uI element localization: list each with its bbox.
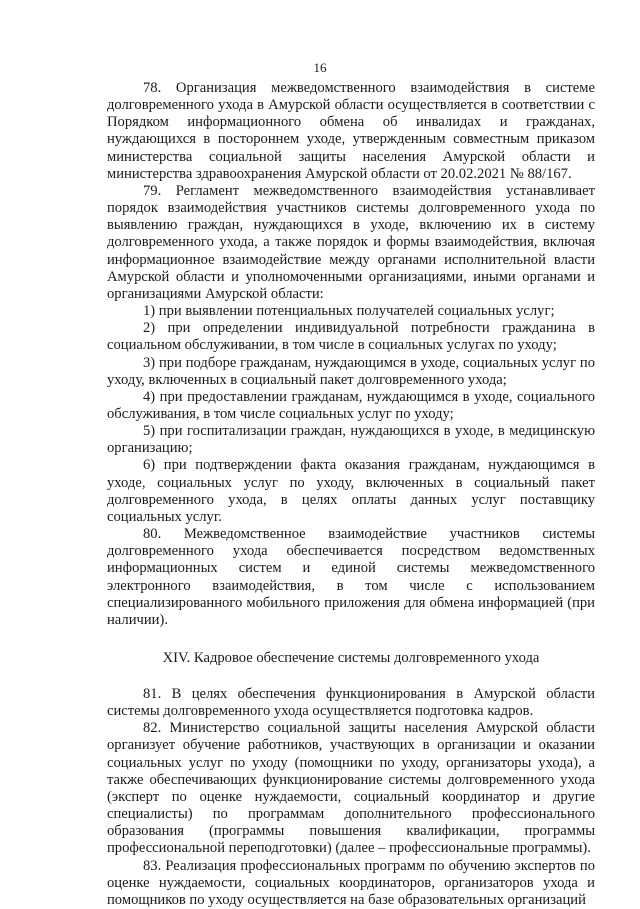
list-item-1: 1) при выявлении потенциальных получателей социальных услуг;	[143, 303, 555, 320]
list-item-2: 2) при определении индивидуальной потребности гражданина в социальном обслуживании, в том числе в социальных услугах по уходу;	[107, 320, 595, 354]
paragraph-81: 81. В целях обеспечения функционирования в Амурской области системы долговременного ухода осуществляется подготовка кадров.	[107, 686, 595, 720]
list-item-3: 3) при подборе гражданам, нуждающимся в уходе, социальных услуг по уходу, включенных в социальный пакет долговременного ухода;	[107, 354, 595, 388]
list-item-4: 4) при предоставлении гражданам, нуждающимся в уходе, социального обслуживания, в том числе социальных услуг по уходу;	[107, 388, 595, 422]
list-item-5: 5) при госпитализации граждан, нуждающихся в уходе, в медицинскую организацию;	[107, 423, 595, 457]
paragraph-79: 79. Регламент межведомственного взаимодействия устанавливает порядок взаимодействия участников системы долговременного ухода по выявлению граждан, нуждающихся в уходе, включению их в систему долговременного ухода, а также порядок и формы взаимодействия, включая информационное взаимодействие между органами исполнительной власти Амурской области и уполномоченными организациями, иными органами и организациями Амурской области:	[107, 182, 595, 302]
paragraph-78: 78. Организация межведомственного взаимодействия в системе долговременного ухода в Амурской области осуществляется в соответствии с Порядком информационного обмена об инвалидах и гражданах, нуждающихся в постороннем уходе, утвержденным совместным приказом министерства социальной защиты населения Амурской области и министерства здравоохранения Амурской области от 20.02.2021 № 88/167.	[107, 80, 595, 182]
page-number: 16	[313, 60, 327, 75]
list-item-6: 6) при подтверждении факта оказания гражданам, нуждающимся в уходе, социальных услуг по уходу, включенных в социальный пакет долговременного ухода, в целях оплаты данных услуг поставщику социальных услуг.	[107, 457, 595, 525]
section-heading: XIV. Кадровое обеспечение системы долговременного ухода	[162, 650, 540, 666]
paragraph-82: 82. Министерство социальной защиты населения Амурской области организует обучение работников, участвующих в организации и оказании социальных услуг по уходу (помощники по уходу, организаторы ухода), а также обеспечивающих функционирование системы долговременного ухода (эксперт по оценке нуждаемости, социальный координатор и другие специалисты) по программам дополнительного профессионального образования (программы повышения квалификации, программы профессиональной переподготовки) (далее – профессиональные программы).	[107, 720, 595, 857]
paragraph-80: 80. Межведомственное взаимодействие участников системы долговременного ухода обеспечивается посредством ведомственных информационных систем и единой системы межведомственного электронного взаимодействия, в том числе с использованием специализированного мобильного приложения для обмена информацией (при наличии).	[107, 526, 595, 628]
document-body	[107, 80, 595, 909]
paragraph-83: 83. Реализация профессиональных программ по обучению экспертов по оценке нуждаемости, социальных координаторов, организаторов ухода и помощников по уходу осуществляется на базе образовательных организаций	[107, 857, 595, 908]
